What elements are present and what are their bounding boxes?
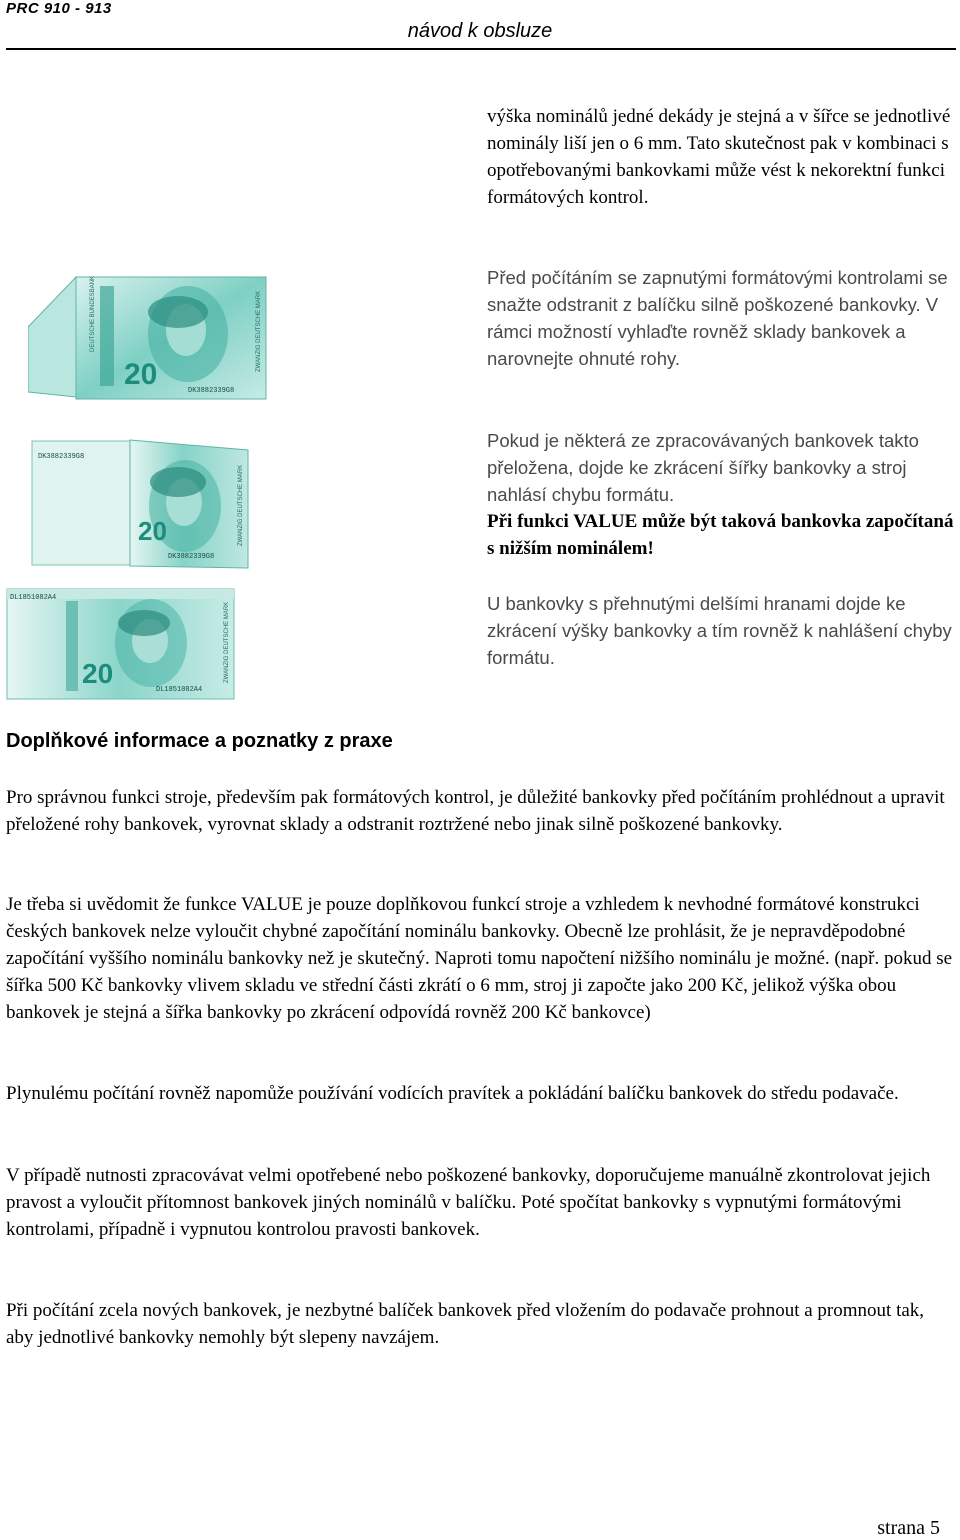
body-paragraph-5	[6, 1297, 956, 1351]
paragraph-remove-damaged	[487, 264, 957, 372]
banknote-folded-long-edges-image	[6, 587, 236, 701]
section-heading: Doplňkové informace a poznatky z praxe	[6, 730, 393, 752]
paragraph-text: Plynulému počítání rovněž napomůže používání vodících pravítek a pokládání balíčku bankovek do středu podavače.	[6, 1083, 899, 1104]
page-number: strana 5	[877, 1517, 940, 1539]
serial-number: DL1851082A4	[10, 594, 57, 602]
paragraph-text: Pro správnou funkci stroje, především pak formátových kontrol, je důležité bankovky před počítáním prohlédnout a upravit přeložené rohy bankovek, vyrovnat sklady a odstranit roztržené nebo jinak silně poškozené bankovky.	[6, 787, 945, 835]
banknote-folded-corner-image	[28, 272, 268, 402]
mark-label: ZWANZIG DEUTSCHE MARK	[224, 601, 230, 683]
body-paragraph-1	[6, 784, 956, 838]
serial-number: DL1851082A4	[156, 686, 203, 694]
serial-number: DK3882339G8	[168, 553, 215, 561]
paragraph-folded-note	[487, 427, 957, 562]
paragraph-text: U bankovky s přehnutými delšími hranami dojde ke zkrácení výšky bankovky a tím rovněž k nahlášení chyby formátu.	[487, 593, 952, 668]
document-model: PRC 910 - 913	[6, 0, 112, 17]
bank-name-label: DEUTSCHE BUNDESBANK	[90, 275, 96, 352]
paragraph-text: Pokud je některá ze zpracovávaných bankovek takto přeložena, dojde ke zkrácení šířky bankovky a stroj nahlásí chybu formátu.	[487, 430, 919, 505]
body-paragraph-4	[6, 1162, 956, 1243]
paragraph-format-note	[487, 103, 957, 211]
denomination-label: 20	[82, 658, 114, 689]
header-divider	[6, 48, 956, 50]
banknote-folded-width-image	[30, 436, 252, 572]
mark-label: ZWANZIG DEUTSCHE MARK	[256, 290, 262, 372]
paragraph-long-edge-fold	[487, 590, 957, 671]
denomination-label: 20	[138, 516, 167, 546]
paragraph-text: V případě nutnosti zpracovávat velmi opotřebené nebo poškozené bankovky, doporučujeme manuálně zkontrolovat jejich pravost a vyloučit přítomnost bankovek jiných nominálů v balíčku. Poté spočítat bankovky s vypnutými formátovými kontrolami, případně i vypnutou kontrolou pravosti bankovek.	[6, 1165, 931, 1240]
serial-number: DK3882339G8	[38, 453, 85, 461]
paragraph-text: Je třeba si uvědomit že funkce VALUE je pouze doplňkovou funkcí stroje a vzhledem k nevhodné formátové konstrukci českých bankovek nelze vyloučit chybné započítání nominálu bankovky. Obecně lze prohlásit, že je nepravděpodobné započítání vyššího nominálu bankovky než je skutečný. Naproti tomu napočtení nižšího nominálu je možné. (např. pokud se šířka 500 Kč bankovky vlivem skladu ve střední části zkrátí o 6 mm, stroj ji započte jako 200 Kč, jelikož výška obou bankovek je stejná a šířka bankovky po zkrácení odpovídá rovněž 200 Kč bankovce)	[6, 894, 953, 1023]
paragraph-text: Před počítáním se zapnutými formátovými kontrolami se snažte odstranit z balíčku silně poškozené bankovky. V rámci možností vyhlaďte rovněž sklady bankovek a narovnejte ohnuté rohy.	[487, 267, 948, 369]
body-paragraph-3	[6, 1080, 956, 1107]
body-paragraph-2	[6, 891, 956, 1026]
mark-label: ZWANZIG DEUTSCHE MARK	[238, 464, 244, 546]
paragraph-text: Při počítání zcela nových bankovek, je nezbytné balíček bankovek před vložením do podavače prohnout a promnout tak, aby jednotlivé bankovky nemohly být slepeny navzájem.	[6, 1300, 925, 1348]
paragraph-text: výška nominálů jedné dekády je stejná a v šířce se jednotlivé nominály liší jen o 6 mm. Tato skutečnost pak v kombinaci s opotřebovanými bankovkami může vést k nekorektní funkci formátových kontrol.	[487, 106, 951, 208]
document-title: návod k obsluze	[407, 20, 553, 42]
denomination-label: 20	[124, 358, 158, 391]
serial-number: DK3882339G8	[188, 387, 235, 395]
warning-text: Při funkci VALUE může být taková bankovka započítaná s nižším nominálem!	[487, 511, 954, 559]
